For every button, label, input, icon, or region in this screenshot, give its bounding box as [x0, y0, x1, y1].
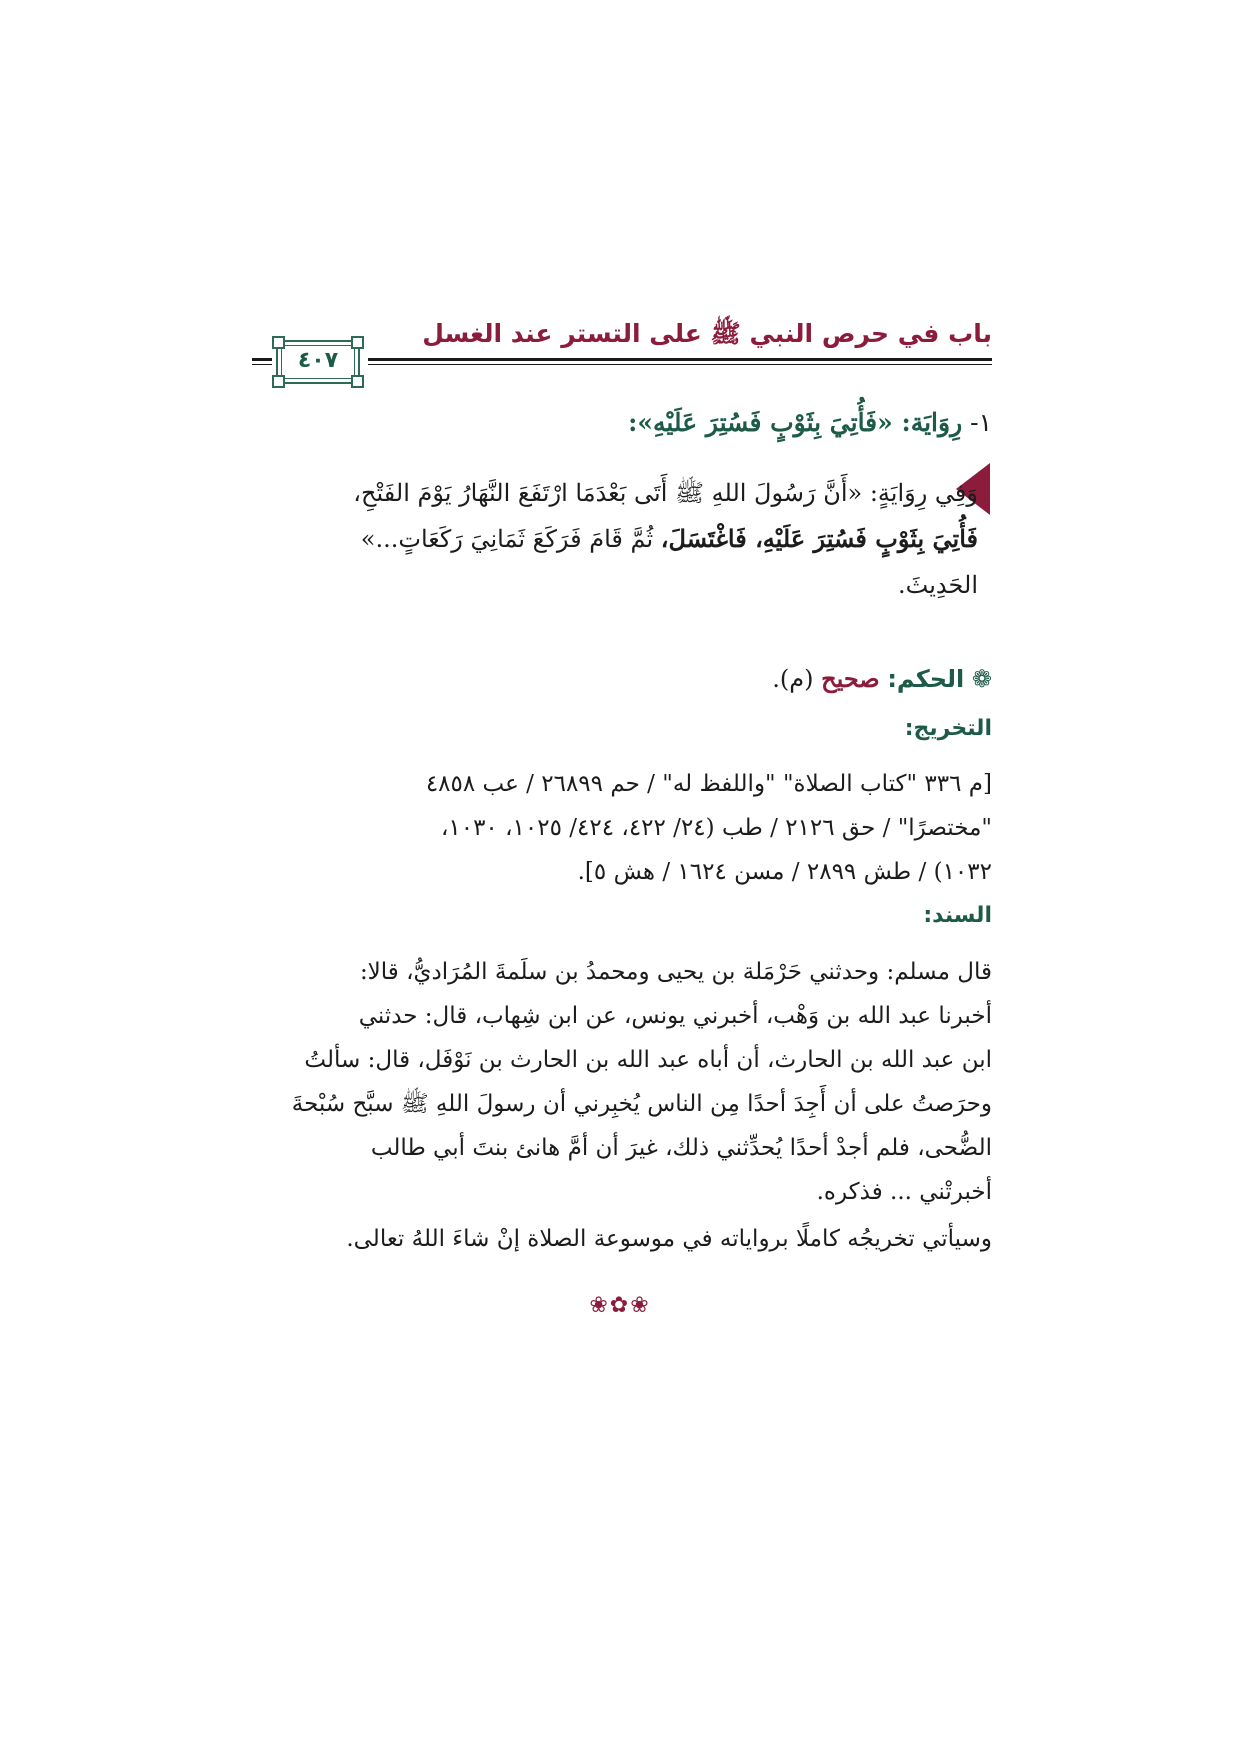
- page-number-badge: [276, 340, 360, 384]
- takhrij-text: [244, 762, 992, 894]
- sanad-line: قال مسلم: وحدثني حَرْمَلة بن يحيى ومحمدُ بن سلَمةَ المُرَاديُّ، قالا:: [359, 959, 992, 985]
- header-rule: [368, 358, 992, 361]
- section-end-ornament-icon: ❀✿❀: [589, 1293, 651, 1318]
- quote-line: وَفِي رِوَايَةٍ: «أَنَّ رَسُولَ اللهِ ﷺ أَتَى بَعْدَمَا ارْتَفَعَ النَّهَارُ يَوْمَ الفَتْحِ،: [353, 479, 978, 507]
- closing-note: وسيأتي تخريجُه كاملًا برواياته في موسوعة الصلاة إنْ شاءَ اللهُ تعالى.: [346, 1226, 992, 1252]
- sanad-line: الضُّحى، فلم أجدْ أحدًا يُحدِّثني ذلك، غيرَ أن أمَّ هانئ بنتَ أبي طالب: [370, 1135, 992, 1161]
- header-rule-left: [252, 358, 272, 361]
- section-heading-text: رِوَايَة: «فَأُتِيَ بِثَوْبٍ فَسُتِرَ عَلَيْهِ»:: [628, 408, 963, 437]
- ruling-value: صحيح: [821, 664, 880, 693]
- sanad-text: [244, 950, 992, 1214]
- badge-corner-ornament-icon: [351, 375, 364, 388]
- hadith-quote: [238, 470, 978, 608]
- section-number: ١-: [970, 408, 992, 437]
- section-heading: [628, 408, 992, 437]
- sanad-line: وحرَصتُ على أن أَجِدَ أحدًا مِن الناس يُخبِرني أن رسولَ اللهِ ﷺ سبَّح سُبْحةَ: [291, 1091, 992, 1117]
- flower-ornament-icon: ❁: [971, 665, 992, 693]
- sanad-line: أخبرنا عبد الله بن وَهْب، أخبرني يونس، عن ابن شِهاب، قال: حدثني: [358, 1003, 992, 1029]
- badge-corner-ornament-icon: [272, 375, 285, 388]
- takhrij-line: "مختصرًا" / حق ٢١٢٦ / طب (٢٤/ ٤٢٢، ٤٢٤/ ١٠٢٥، ١٠٣٠،: [440, 815, 992, 841]
- header-rule-left-thin: [252, 364, 272, 365]
- sanad-heading: السند:: [923, 903, 992, 928]
- sanad-line: أخبرتْني ... فذكره.: [816, 1179, 992, 1205]
- quote-line: الحَدِيثَ.: [898, 571, 978, 599]
- chapter-title: باب في حرص النبي ﷺ على التستر عند الغسل: [422, 319, 992, 348]
- quote-bold-phrase: فَأُتِيَ بِثَوْبٍ فَسُتِرَ عَلَيْهِ، فَاغْتَسَلَ،: [660, 524, 978, 553]
- takhrij-line: [م ٣٣٦ "كتاب الصلاة" "واللفظ له" / حم ٢٦٨٩٩ / عب ٤٨٥٨: [425, 771, 992, 797]
- page-number: ٤٠٧: [297, 348, 339, 373]
- takhrij-heading: التخريج:: [904, 716, 992, 741]
- header-rule-thin: [368, 364, 992, 365]
- takhrij-line: ١٠٣٢) / طش ٢٨٩٩ / مسن ١٦٢٤ / هش ٥].: [577, 859, 992, 885]
- quote-line: [238, 516, 978, 562]
- sanad-line: ابن عبد الله بن الحارث، أن أباه عبد الله بن الحارث بن نَوْفَل، قال: سألتُ: [304, 1047, 992, 1073]
- ruling-label: الحكم:: [887, 665, 965, 693]
- ruling: [772, 664, 992, 693]
- ruling-suffix: (م).: [772, 665, 814, 693]
- quote-line-rest: ثُمَّ قَامَ فَرَكَعَ ثَمَانِيَ رَكَعَاتٍ...»: [360, 525, 654, 553]
